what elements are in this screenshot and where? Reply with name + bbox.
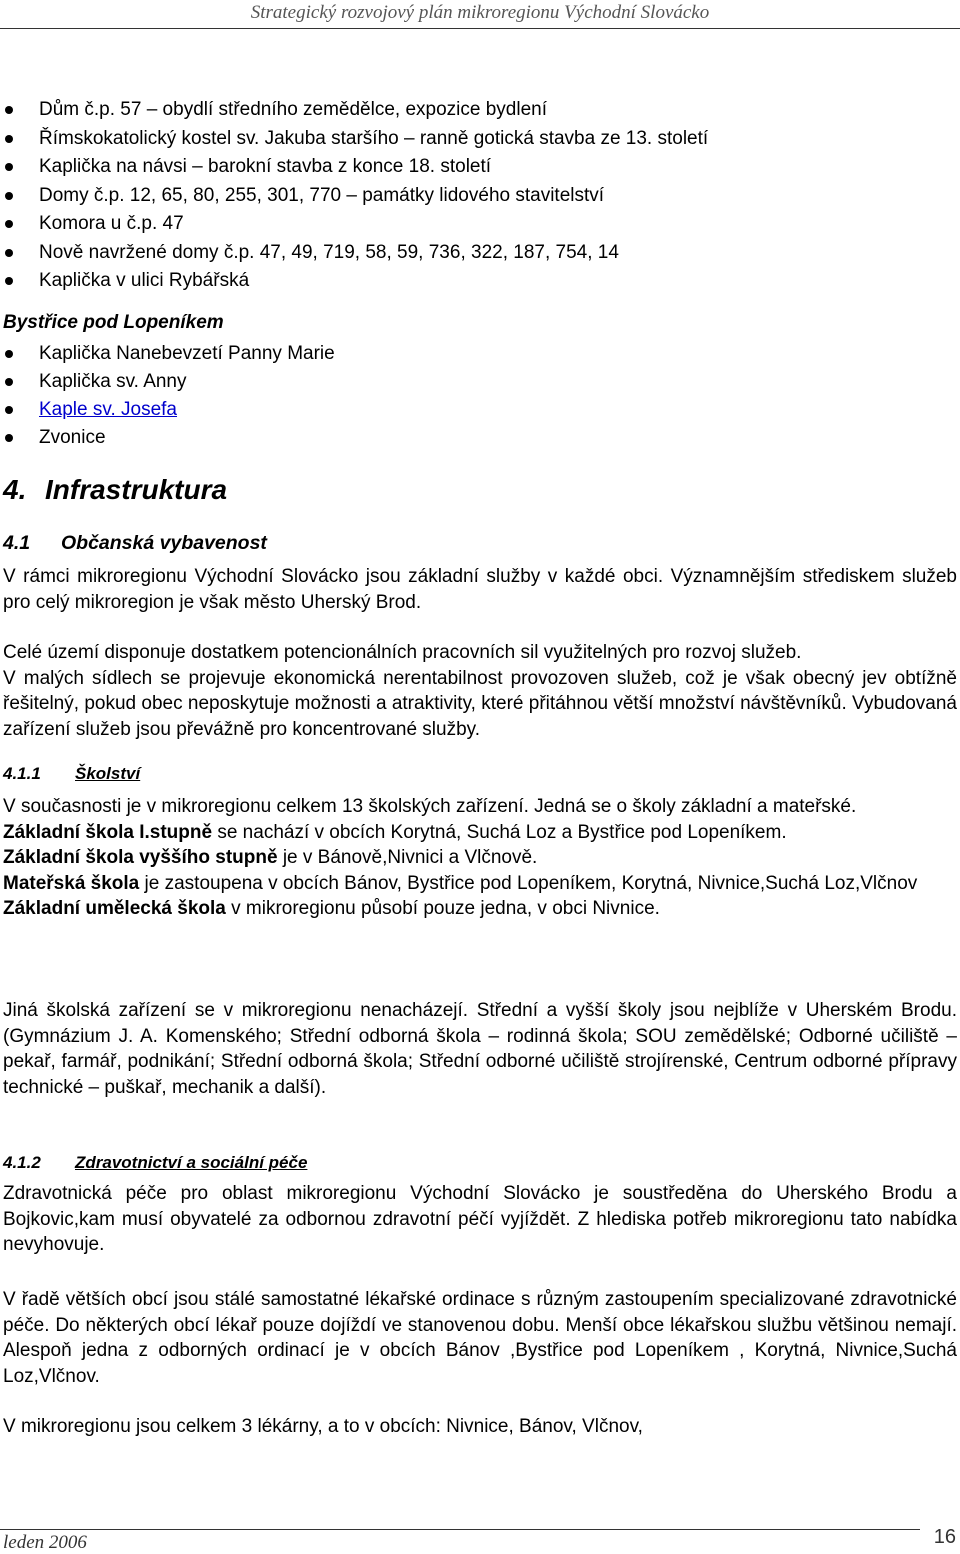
header-divider (0, 28, 960, 29)
list-item: Kaplička na návsi – barokní stavba z konce 18. století (0, 153, 708, 182)
text-span: se nachází v obcích Korytná, Suchá Loz a Bystřice pod Lopeníkem. (212, 821, 787, 843)
subsubsection-heading-skolstvi (3, 764, 140, 784)
paragraph-text: V malých sídlech se projevuje ekonomická nerentabilnost provozoven služeb, což je však obecný jev obtížně řešitelný, pokud obec neposkytuje možnosti a atraktivity, které přitáhnou větší množství návštěvníků. Vybudovaná zařízení služeb jsou převážně pro koncentrované služby. (3, 667, 957, 740)
list-item: Kaplička v ulici Rybářská (0, 267, 708, 296)
page-number: 16 (933, 1526, 956, 1548)
paragraph-line (3, 845, 957, 871)
list-item (0, 396, 335, 424)
text-span: je zastoupena v obcích Bánov, Bystřice pod Lopeníkem, Korytná, Nivnice,Suchá Loz,Vlčnov (139, 872, 918, 894)
list-item: Domy č.p. 12, 65, 80, 255, 301, 770 – památky lidového stavitelství (0, 182, 708, 211)
paragraph (3, 998, 957, 1100)
list-item: Zvonice (0, 424, 335, 452)
page-header-title: Strategický rozvojový plán mikroregionu Východní Slovácko (250, 2, 710, 23)
list-item: Kaplička Nanebevzetí Panny Marie (0, 340, 335, 368)
paragraph-text: V současnosti je v mikroregionu celkem 13 školských zařízení. Jedná se o školy základní a mateřské. (3, 796, 857, 817)
paragraph-text: V mikroregionu jsou celkem 3 lékárny, a to v obcích: Nivnice, Bánov, Vlčnov, (3, 1416, 643, 1437)
list-item: Komora u č.p. 47 (0, 210, 708, 239)
schools-paragraph (3, 794, 957, 922)
subsubsection-number: 4.1.1 (3, 764, 41, 783)
paragraph-text: Zdravotnická péče pro oblast mikroregionu Východní Slovácko je soustředěna do Uherského Brodu a Bojkovic,kam musí obyvatelé za odbornou zdravotní péčí vyjíždět. Z hlediska potřeb mikroregionu tato nabídka nevyhovuje. (3, 1183, 957, 1255)
paragraph (3, 1287, 957, 1389)
footer-date: leden 2006 (3, 1532, 87, 1553)
footer-divider (0, 1529, 920, 1530)
subsubsection-heading-zdravotnictvi (3, 1153, 307, 1173)
kaple-sv-josefa-link[interactable]: Kaple sv. Josefa (39, 399, 178, 420)
bold-term: Základní škola I.stupně (3, 821, 213, 843)
bold-term: Základní škola vyššího stupně (3, 847, 278, 868)
subsubsection-title: Zdravotnictví a sociální péče (75, 1153, 308, 1172)
list-item: Kaplička sv. Anny (0, 368, 335, 396)
paragraph (3, 640, 957, 742)
village-heading: Bystřice pod Lopeníkem (3, 312, 224, 333)
bold-term: Základní umělecká škola (3, 898, 226, 919)
subsubsection-title: Školství (75, 764, 141, 783)
monument-list (0, 96, 708, 296)
paragraph (3, 1181, 957, 1258)
list-item: Dům č.p. 57 – obydlí středního zemědělce, expozice bydlení (0, 96, 708, 125)
paragraph-text: Jiná školská zařízení se v mikroregionu nenacházejí. Střední a vyšší školy jsou nejblíže v Uherském Brodu. (Gymnázium J. A. Komenského; Střední odborná škola – rodinná škola; SOU zemědělské; Odborné učiliště – pekař, farmář, podnikání; Střední odborná škola; Střední odborné učiliště strojírenské, Centrum odborné přípravy technické – puškař, mechanik a další). (3, 1000, 957, 1098)
paragraph-text: Celé území disponuje dostatkem potencionálních pracovních sil využitelných pro rozvoj služeb. (3, 642, 802, 663)
subsubsection-number: 4.1.2 (3, 1153, 41, 1172)
list-item: Nově navržené domy č.p. 47, 49, 719, 58, 59, 736, 322, 187, 754, 14 (0, 239, 708, 268)
subsection-heading-obcanska-vybavenost (3, 532, 267, 555)
section-number: 4. (3, 474, 27, 505)
subsection-title: Občanská vybavenost (61, 532, 267, 554)
paragraph-text: V rámci mikroregionu Východní Slovácko jsou základní služby v každé obci. Významnějším střediskem služeb pro celý mikroregion je však město Uherský Brod. (3, 566, 957, 613)
text-span: je v Bánově,Nivnici a Vlčnově. (277, 847, 538, 868)
bold-term: Mateřská škola (3, 872, 140, 894)
paragraph (3, 564, 957, 615)
paragraph-line (3, 820, 957, 846)
section-heading-infrastruktura (3, 474, 227, 506)
paragraph (3, 1414, 957, 1440)
text-span: v mikroregionu působí pouze jedna, v obci Nivnice. (225, 898, 660, 919)
list-item: Římskokatolický kostel sv. Jakuba staršího – ranně gotická stavba ze 13. století (0, 125, 708, 154)
village-monument-list (0, 340, 335, 452)
section-title: Infrastruktura (45, 474, 228, 505)
paragraph-text: V řadě větších obcí jsou stálé samostatné lékařské ordinace s různým zastoupením specializované zdravotnické péče. Do některých obcí lékař pouze dojíždí ve stanovenou dobu. Menší obce lékařskou službu většinou nemají. Alespoň jedna z odborných ordinací je v obcích Bánov ,Bystřice pod Lopeníkem , Korytná, Nivnice,Suchá Loz,Vlčnov. (3, 1289, 957, 1387)
paragraph-line (3, 896, 957, 922)
subsection-number: 4.1 (3, 532, 31, 554)
paragraph-line (3, 871, 957, 897)
